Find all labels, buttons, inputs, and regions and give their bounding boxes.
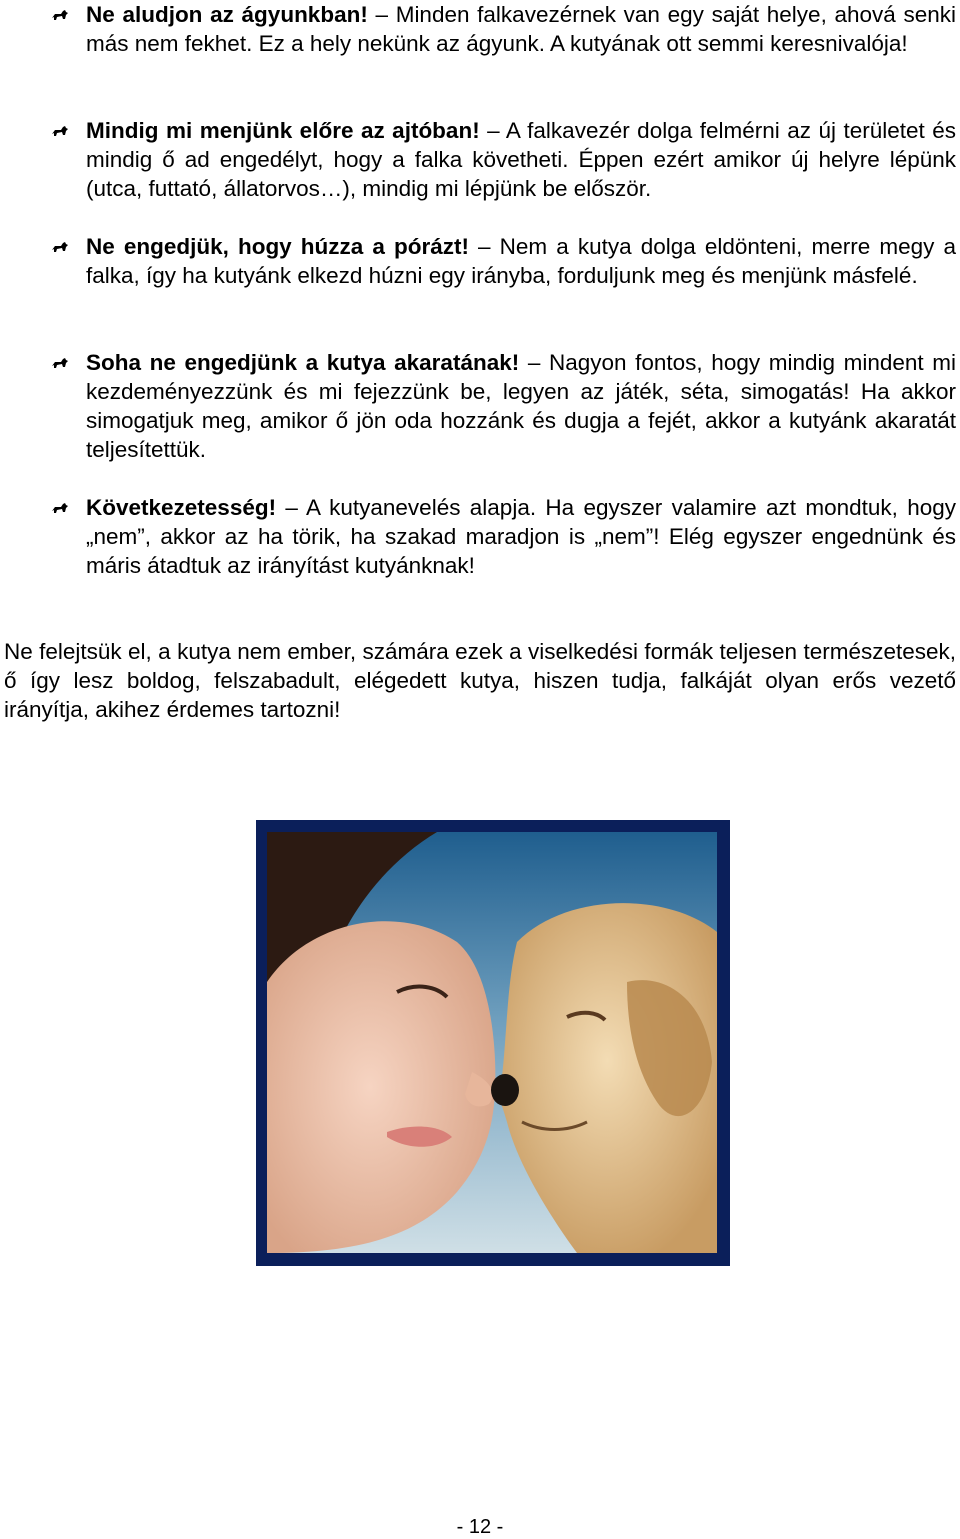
photo-frame	[256, 820, 730, 1266]
page-number: - 12 -	[456, 1516, 504, 1538]
bullet-heading: Ne engedjük, hogy húzza a pórázt!	[86, 234, 469, 259]
bullet-body: – Nem a kutya dolga eldönteni, merre megy a falka, így ha kutyánk elkezd húzni egy irányba, forduljunk meg és menjünk másfelé.	[86, 234, 956, 288]
dog-icon	[50, 498, 70, 518]
closing-paragraph: Ne felejtsük el, a kutya nem ember, számára ezek a viselkedési formák teljesen természetesek, ő így lesz boldog, felszabadult, elégedett kutya, hiszen tudja, falkáját olyan erős vezető irányítja, akihez érdemes tartozni!	[4, 639, 956, 722]
bullet-heading: Mindig mi menjünk előre az ajtóban!	[86, 118, 480, 143]
bullet-heading: Soha ne engedjünk a kutya akaratának!	[86, 350, 520, 375]
bullet-body: – Minden falkavezérnek van egy saját helye, ahová senki más nem fekhet. Ez a hely nekünk az ágyunk. A kutyának ott semmi keresnivalója!	[86, 2, 957, 56]
bullet-heading: Következetesség!	[86, 495, 277, 520]
bullet-body: – A falkavezér dolga felmérni az új területet és mindig ő ad engedélyt, hogy a falka követheti. Éppen ezért amikor új helyre lépünk (utca, futtató, állatorvos…), mindig mi lépjünk be először.	[86, 118, 956, 201]
dog-icon	[50, 237, 70, 257]
bullet-text	[86, 348, 956, 464]
photo-girl-and-puppy	[267, 832, 717, 1253]
bullet-text	[86, 493, 956, 580]
bullet-text	[86, 0, 956, 58]
dog-icon	[50, 5, 70, 25]
dog-icon	[50, 121, 70, 141]
bullet-body: – A kutyanevelés alapja. Ha egyszer valamire azt mondtuk, hogy „nem”, akkor az ha törik, ha szakad maradjon is „nem”! Elég egyszer engednünk és máris átadtuk az irányítást kutyánknak!	[86, 495, 956, 578]
bullet-text	[86, 116, 956, 203]
photo-illustration	[267, 832, 717, 1253]
bullet-text	[86, 232, 956, 290]
dog-icon	[50, 353, 70, 373]
bullet-heading: Ne aludjon az ágyunkban!	[86, 2, 368, 27]
bullet-body: – Nagyon fontos, hogy mindig mindent mi kezdeményezzünk és mi fejezzünk be, legyen az játék, séta, simogatás! Ha akkor simogatjuk meg, amikor ő jön oda hozzánk és dugja a fejét, akkor a kutyánk akaratát teljesítettük.	[86, 350, 957, 462]
